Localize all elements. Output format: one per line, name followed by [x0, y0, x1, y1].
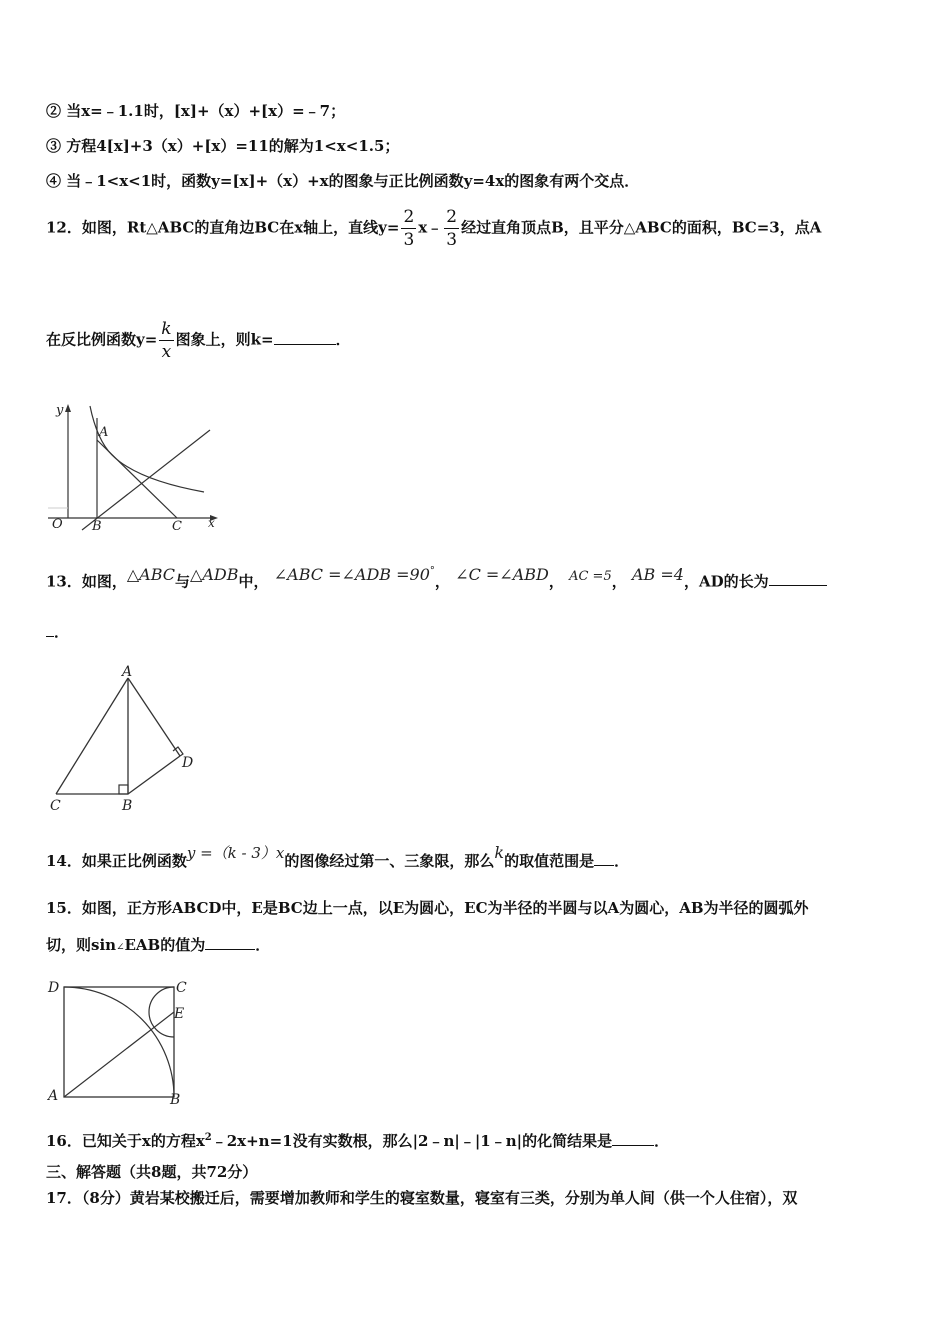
- label-d: D: [182, 755, 194, 771]
- q12-text-3: 在反比例函数y=: [46, 330, 158, 349]
- q16-answer-blank: [612, 1145, 654, 1146]
- statement-4: ④ 当﹣1<x<1时，函数y=[x]+（x）+x的图象与正比例函数y=4x的图象有两个交点．: [46, 172, 640, 190]
- q13-condition-3: AC =5: [569, 569, 612, 585]
- q12-answer-blank: [274, 344, 336, 345]
- label-o: O: [52, 517, 63, 532]
- label-e: E: [174, 1006, 185, 1022]
- q15-answer-blank: [205, 949, 255, 950]
- question-17: 17．（8分）黄岩某校搬迁后，需要增加教师和学生的寝室数量，寝室有三类，分别为单人间（供一个人住宿），双: [46, 1189, 798, 1207]
- right-angle-b: [119, 785, 128, 794]
- label-a: A: [122, 664, 133, 680]
- semicircle-center-e: [149, 987, 174, 1037]
- q12-fraction-k-over-x: $\frac{k}{x}$: [161, 319, 172, 362]
- label-c: C: [172, 519, 182, 534]
- section-3-heading: 三、解答题（共8题，共72分）: [46, 1163, 258, 1181]
- question-15-line-2: 切，则sin∠EAB的值为 ．: [46, 936, 271, 954]
- question-12-line-1: [46, 206, 821, 251]
- segment-ca: [56, 678, 128, 794]
- label-d: D: [48, 980, 60, 996]
- arc-center-a: [64, 987, 174, 1097]
- q13-condition-2: ∠C =∠ABD: [455, 565, 549, 585]
- label-y: y: [56, 403, 64, 418]
- q14-k: k: [494, 843, 505, 862]
- segment-bd: [128, 756, 180, 794]
- q12-fraction-1: $\frac{2}{3}$: [403, 207, 415, 250]
- q12-fraction-2: $\frac{2}{3}$: [446, 207, 458, 250]
- q12-text-1: 12．如图，Rt△ABC的直角边BC在x轴上，直线y=: [46, 218, 400, 237]
- q12-text-2: 经过直角顶点B，且平分△ABC的面积，BC=3，点A: [461, 218, 822, 237]
- question-14: 14．如果正比例函数y =（k - 3）x的图像经过第一、三象限，那么k的取值范围是 ．: [46, 843, 630, 870]
- q14-answer-blank: [594, 865, 614, 866]
- q14-formula: y =（k - 3）x: [186, 844, 285, 862]
- label-a: A: [48, 1088, 59, 1104]
- label-x: x: [208, 516, 215, 530]
- q12-text-x-minus: x﹣: [418, 218, 443, 237]
- q13-condition-4: AB =4: [631, 565, 684, 585]
- question-16: 16．已知关于x的方程$x^2﹣2x+n=1$没有实数根，那么|2﹣n|﹣|1﹣n|的化简结果是 ．: [46, 1132, 670, 1150]
- q12-text-4: 图象上，则k=: [175, 330, 274, 349]
- label-c: C: [176, 980, 187, 996]
- label-b: B: [170, 1092, 181, 1108]
- label-a: A: [99, 425, 109, 440]
- q13-tri-adb: △ADB: [190, 565, 239, 585]
- q13-figure: [44, 664, 204, 816]
- q12-figure: [42, 400, 227, 540]
- label-b: B: [122, 798, 133, 814]
- question-12-line-2: 在反比例函数y= $\frac{k}{x}$ 图象上，则k= ．: [46, 319, 351, 362]
- square-abcd: [64, 987, 174, 1097]
- question-15-line-1: 15．如图，正方形ABCD中，E是BC边上一点，以E为圆心，EC为半径的半圆与以A为圆心，AB为半径的圆弧外: [46, 899, 809, 917]
- label-b: B: [92, 519, 102, 534]
- segment-ad: [128, 678, 180, 756]
- q13-answer-blank: [769, 585, 827, 586]
- q13-condition-1: ∠ABC =∠ADB =90°: [273, 565, 435, 585]
- q13-tri-abc: △ABC: [126, 565, 176, 585]
- label-c: C: [50, 798, 61, 814]
- q15-figure: [44, 976, 194, 1108]
- statement-3: ③ 方程4[x]+3（x）+[x）=11的解为1<x<1.5；: [46, 137, 400, 155]
- question-13-line-1: 13．如图，△ABC与△ADB中， ∠ABC =∠ADB =90°， ∠C =∠ABD， AC =5， AB =4，AD的长为: [46, 568, 827, 593]
- question-13-line-2: ．: [46, 622, 69, 642]
- q13-answer-blank-cont: [46, 636, 54, 637]
- statement-2: ② 当x=﹣1.1时，[x]+（x）+[x）=﹣7；: [46, 102, 346, 120]
- segment-ae: [64, 1012, 174, 1097]
